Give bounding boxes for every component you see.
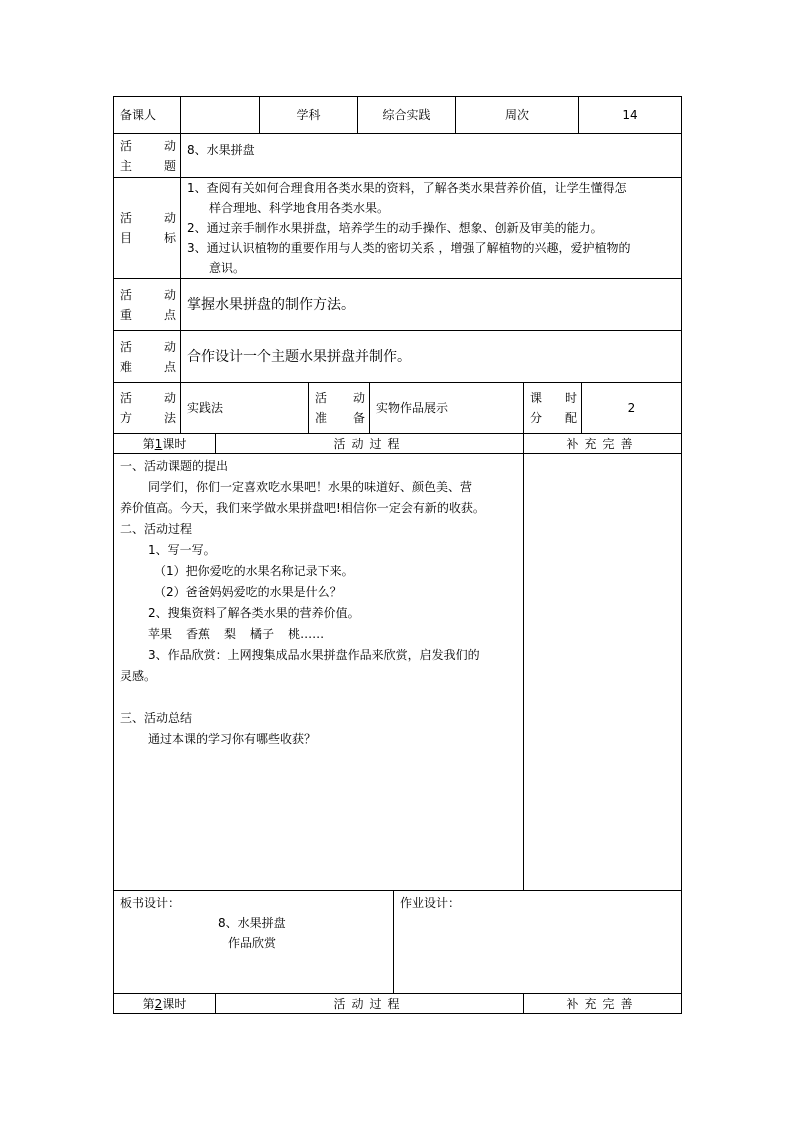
board-table [113, 890, 682, 994]
objective-line: 意识。 [209, 261, 246, 275]
lesson2-supplement-title: 补充完善 [524, 994, 682, 1014]
lesson1-supplement-content [524, 454, 682, 891]
lesson1-period-label: 第1课时 [114, 434, 216, 454]
method-value: 实践法 [181, 383, 309, 434]
fruit-item: 橘子 [250, 627, 275, 641]
lesson2-table [113, 993, 682, 1014]
objectives-value [181, 178, 682, 279]
paragraph: 同学们，你们一定喜欢吃水果吧！水果的味道好、颜色美、营 [148, 480, 473, 494]
lesson-plan-sheet [113, 96, 681, 1014]
fruit-item: 苹果 [148, 627, 173, 641]
difficulty-label: 活 动 难 点 [114, 331, 181, 383]
lesson-plan-header-table [113, 96, 682, 383]
subject-label: 学科 [260, 97, 358, 134]
lesson1-process-content [114, 454, 524, 891]
difficulty-value: 合作设计一个主题水果拼盘并制作。 [181, 331, 682, 383]
lesson2-number: 2 [154, 996, 163, 1011]
paragraph: 灵感。 [120, 669, 157, 683]
lesson2-period-label: 第2课时 [114, 994, 216, 1014]
board-line: 作品欣赏 [228, 936, 277, 950]
fruit-item: 桃…… [288, 627, 325, 641]
fruit-item: 香蕉 [186, 627, 211, 641]
lesson2-process-title: 活动过程 [216, 994, 524, 1014]
topic-label: 活 动 主 题 [114, 134, 181, 178]
key-point-label: 活 动 重 点 [114, 279, 181, 331]
fruit-item: 梨 [224, 627, 237, 641]
prep-value: 实物作品展示 [370, 383, 524, 434]
hours-label: 课 时 分 配 [524, 383, 582, 434]
list-item: （2）爸爸妈妈爱吃的水果是什么？ [154, 585, 342, 599]
objective-line: 2、通过亲手制作水果拼盘，培养学生的动手操作、想象、创新及审美的能力。 [187, 221, 603, 235]
topic-value: 8、水果拼盘 [181, 134, 682, 178]
objective-line: 3、通过认识植物的重要作用与人类的密切关系 ，增强了解植物的兴趣，爱护植物的 [187, 241, 631, 255]
spacer [120, 687, 517, 708]
section-heading: 一、活动课题的提出 [120, 459, 229, 473]
list-item: 3、作品欣赏：上网搜集成品水果拼盘作品来欣赏，启发我们的 [148, 648, 480, 662]
lesson1-number: 1 [154, 436, 163, 451]
prep-label: 活 动 准 备 [309, 383, 370, 434]
list-item: 2、搜集资料了解各类水果的营养价值。 [148, 606, 360, 620]
section-heading: 三、活动总结 [120, 711, 193, 725]
method-row-table [113, 382, 682, 434]
objective-line: 1、查阅有关如何合理食用各类水果的资料，了解各类水果营养价值，让学生懂得怎 [187, 181, 627, 195]
board-design [114, 891, 394, 994]
list-item: 1、写一写。 [148, 543, 216, 557]
objective-line: 样合理地、科学地食用各类水果。 [209, 201, 390, 215]
lesson1-table [113, 433, 682, 891]
hours-value: 2 [582, 383, 682, 434]
fruit-list [120, 624, 517, 645]
week-label: 周次 [456, 97, 579, 134]
preparer-label: 备课人 [114, 97, 181, 134]
method-label: 活 动 方 法 [114, 383, 181, 434]
week-value: 14 [579, 97, 682, 134]
list-item: （1）把你爱吃的水果名称记录下来。 [154, 564, 354, 578]
paragraph: 通过本课的学习你有哪些收获？ [148, 732, 317, 746]
objectives-label: 活 动 目 标 [114, 178, 181, 279]
subject-value: 综合实践 [358, 97, 456, 134]
preparer-value [181, 97, 260, 134]
homework-design-label: 作业设计： [400, 896, 461, 910]
homework-design [394, 891, 682, 994]
section-heading: 二、活动过程 [120, 522, 193, 536]
paragraph: 养价值高。今天，我们来学做水果拼盘吧!相信你一定会有新的收获。 [120, 501, 485, 515]
key-point-value: 掌握水果拼盘的制作方法。 [181, 279, 682, 331]
lesson1-process-title: 活动过程 [216, 434, 524, 454]
board-line: 8、水果拼盘 [218, 916, 286, 930]
lesson1-supplement-title: 补充完善 [524, 434, 682, 454]
board-design-label: 板书设计： [120, 896, 181, 910]
